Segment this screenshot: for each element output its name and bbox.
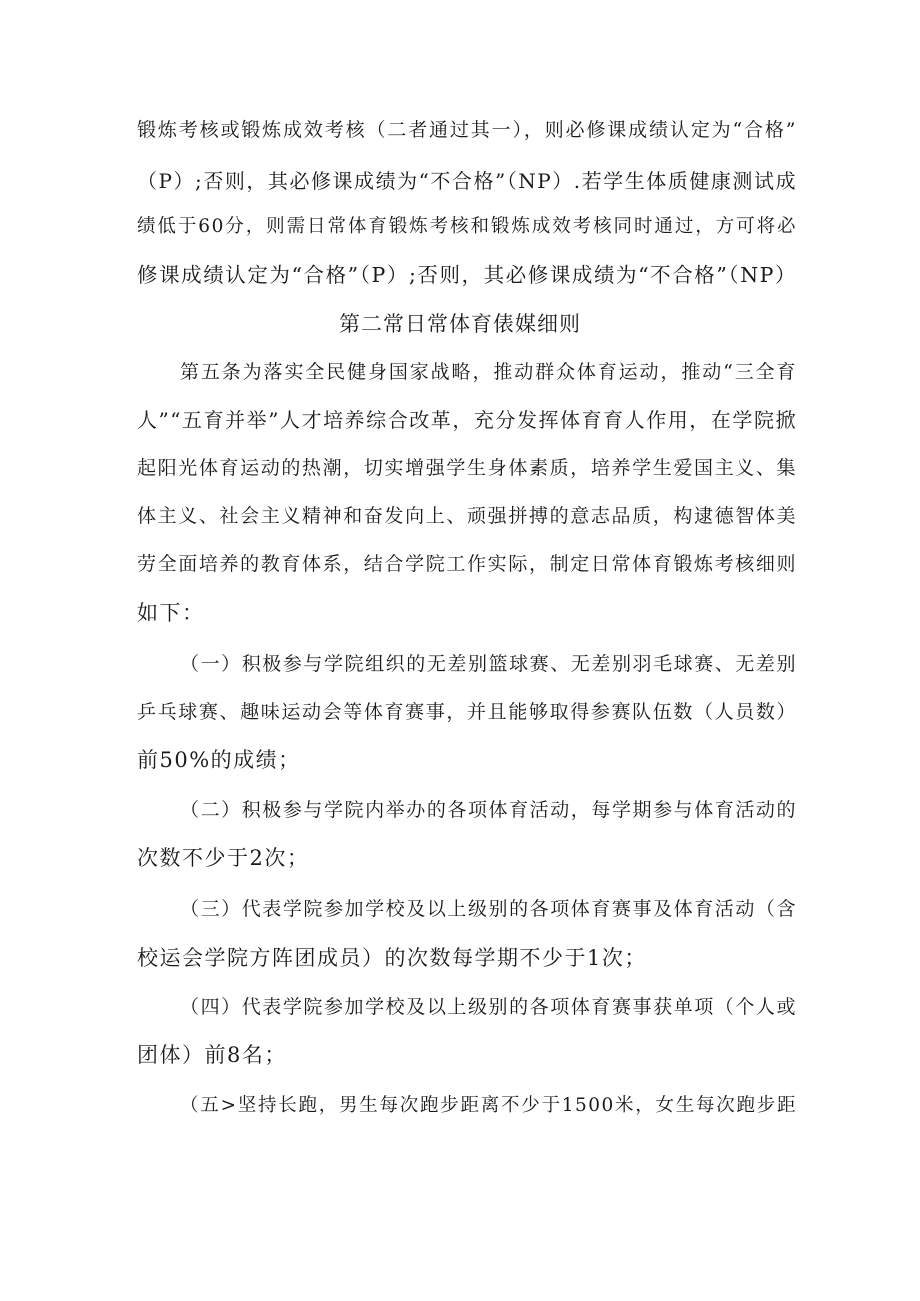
list-item-first-line: （四）代表学院参加学校及以上级别的各项体育赛事获单项（个人或 [180, 996, 797, 1018]
text-line: 绩低于60分，则需日常体育锻炼考核和锻炼成效考核同时通过，方可将必 [137, 216, 797, 237]
list-item-first-line: （五>坚持长跑，男生每次跑步距离不少于1500米，女生每次跑步距 [180, 1095, 797, 1116]
text-line: 次数不少于2次； [137, 846, 310, 870]
text-line: 劳全面培养的教育体系，结合学院工作实际，制定日常体育锻炼考核细则 [137, 553, 797, 575]
section-heading: 第二常日常体育俵媒细则 [339, 312, 581, 336]
text-line: 修课成绩认定为“合格”（P）;否则，其必修课成绩为“不合格”（NP） [137, 263, 797, 287]
text-line: 起阳光体育运动的热潮，切实增强学生身体素质，培养学生爱国主义、集 [137, 457, 797, 479]
text-line: 人”“五育并举”人才培养综合改革，充分发挥体育育人作用，在学院掀 [137, 408, 797, 432]
text-line: 乒乓球赛、趣味运动会等体育赛事，并且能够取得参赛队伍数（人员数） [137, 701, 797, 723]
text-line: 如下： [137, 601, 205, 625]
text-line: 校运会学院方阵团成员）的次数每学期不少于1次； [137, 946, 647, 970]
paragraph-first-line: 第五条为落实全民健身国家战略，推动群众体育运动，推动“三全育 [180, 361, 797, 383]
text-line: 锻炼考核或锻炼成效考核（二者通过其一），则必修课成绩认定为“合格” [137, 119, 797, 141]
list-item-first-line: （二）积极参与学院内举办的各项体育活动，每学期参与体育活动的 [180, 799, 797, 821]
text-line: 团体）前8名； [137, 1043, 287, 1067]
text-line: 体主义、社会主义精神和奋发向上、顽强拼搏的意志品质，构逮德智体美 [137, 505, 797, 527]
list-item-first-line: （三）代表学院参加学校及以上级别的各项体育赛事及体育活动（含 [180, 898, 797, 920]
list-item-first-line: （一）积极参与学院组织的无差别篮球赛、无差别羽毛球赛、无差别 [180, 653, 797, 675]
text-line: （P）;否则，其必修课成绩为“不合格”（NP）.若学生体质健康测试成 [137, 169, 797, 193]
text-line: 前50%的成绩； [137, 748, 301, 772]
